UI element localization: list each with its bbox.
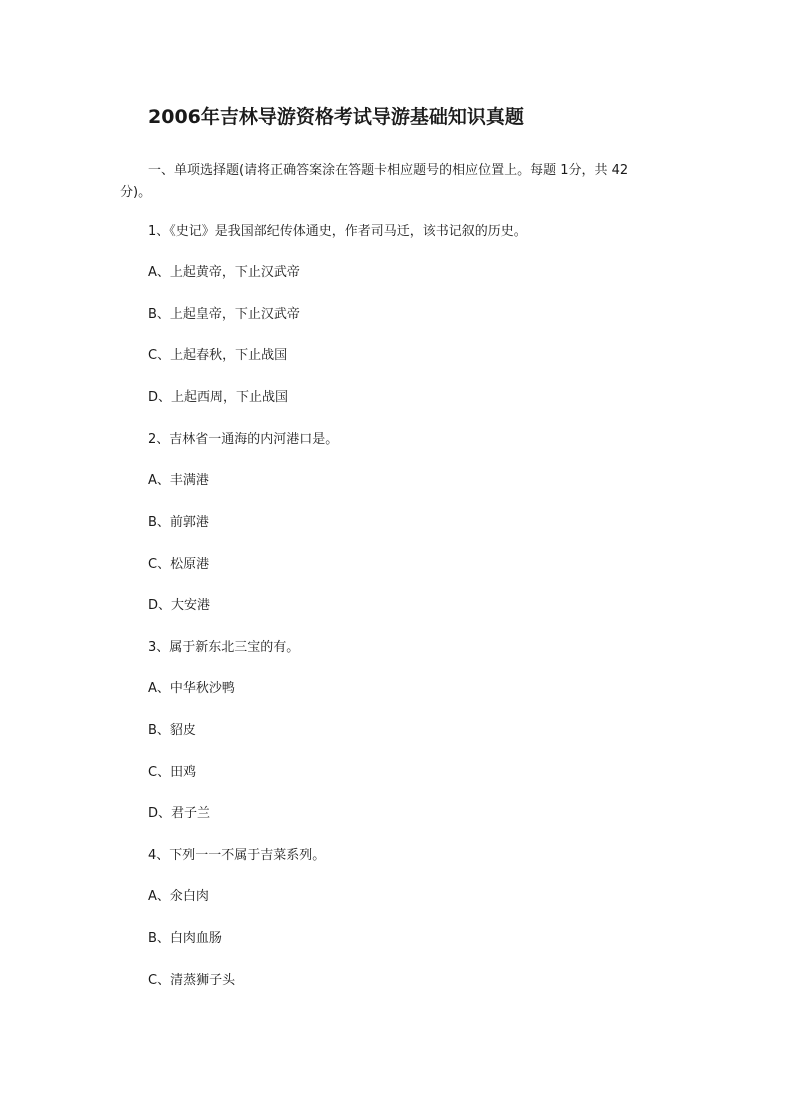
question-2-option-b: B、前郭港 — [148, 515, 209, 530]
question-4-option-a: A、氽白肉 — [148, 889, 209, 904]
question-3-option-b: B、貂皮 — [148, 723, 196, 738]
question-1-option-d: D、上起西周，下止战国 — [148, 390, 289, 405]
section-header-line-2: 分)。 — [120, 185, 152, 200]
section-header-line-1: 一、单项选择题(请将正确答案涂在答题卡相应题号的相应位置上。每题 1分，共 42 — [148, 163, 629, 178]
question-1-option-c: C、上起春秋，下止战国 — [148, 348, 288, 363]
question-1: 1、《史记》是我国部纪传体通史，作者司马迁，该书记叙的历史。 — [148, 224, 527, 239]
question-1-option-b: B、上起皇帝，下止汉武帝 — [148, 307, 300, 322]
section-header — [120, 160, 668, 204]
question-3: 3、属于新东北三宝的有。 — [148, 640, 300, 655]
question-2: 2、吉林省一通海的内河港口是。 — [148, 432, 339, 447]
question-4-option-c: C、清蒸狮子头 — [148, 973, 236, 988]
question-2-option-c: C、松原港 — [148, 557, 210, 572]
question-3-option-d: D、君子兰 — [148, 806, 211, 821]
question-1-option-a: A、上起黄帝，下止汉武帝 — [148, 265, 300, 280]
question-3-option-c: C、田鸡 — [148, 765, 197, 780]
page-title: 2006年吉林导游资格考试导游基础知识真题 — [148, 106, 524, 128]
question-2-option-d: D、大安港 — [148, 598, 211, 613]
question-4: 4、下列一一不属于吉菜系列。 — [148, 848, 326, 863]
question-2-option-a: A、丰满港 — [148, 473, 209, 488]
question-3-option-a: A、中华秋沙鸭 — [148, 681, 235, 696]
question-4-option-b: B、白肉血肠 — [148, 931, 222, 946]
